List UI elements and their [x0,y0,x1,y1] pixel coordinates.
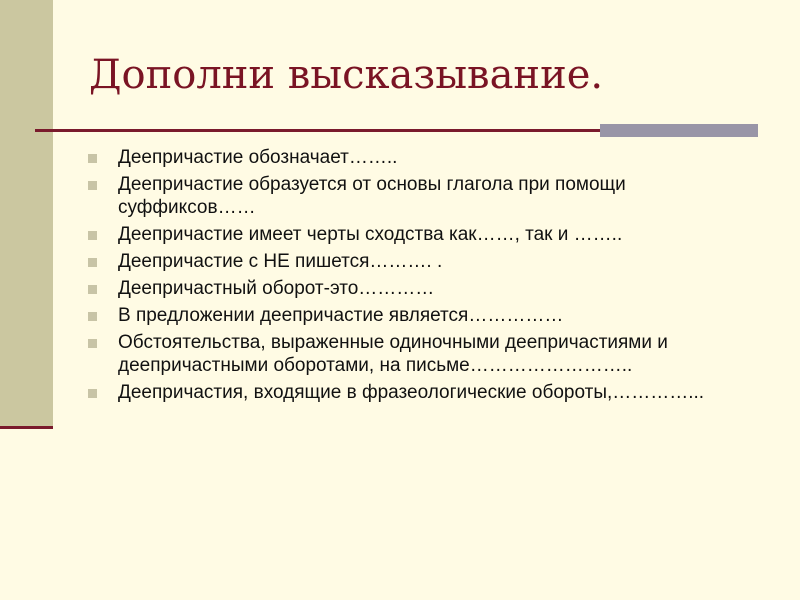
bullet-item [88,146,768,169]
bullet-item [88,223,768,246]
bullet-item [88,173,768,219]
square-bullet-icon [88,258,97,267]
square-bullet-icon [88,285,97,294]
bullet-text: Деепричастный оборот-это………… [118,278,435,299]
title-underline-rule [35,129,600,132]
bullet-text: Обстоятельства, выраженные одиночными деепричастиями и деепричастными оборотами, на письме…………………….. [118,332,668,376]
bullet-text: Деепричастие с НЕ пишется………. . [118,251,443,272]
bullet-list [88,146,768,408]
square-bullet-icon [88,389,97,398]
bullet-text: В предложении деепричастие является…………… [118,305,564,326]
square-bullet-icon [88,181,97,190]
bullet-item [88,277,768,300]
title-rule-block [600,124,758,137]
bullet-item [88,250,768,273]
left-bar-accent-line [0,426,53,429]
square-bullet-icon [88,339,97,348]
square-bullet-icon [88,154,97,163]
slide-title: Дополни высказывание. [89,52,604,98]
bullet-item [88,381,768,404]
bullet-text: Деепричастия, входящие в фразеологические обороты,…………... [118,382,705,403]
square-bullet-icon [88,312,97,321]
bullet-text: Деепричастие обозначает…….. [118,147,398,168]
square-bullet-icon [88,231,97,240]
left-decorative-bar [0,0,53,426]
bullet-text: Деепричастие образуется от основы глагола при помощи суффиксов…… [118,174,626,218]
bullet-item [88,331,768,377]
bullet-text: Деепричастие имеет черты сходства как……, так и …….. [118,224,623,245]
bullet-item [88,304,768,327]
